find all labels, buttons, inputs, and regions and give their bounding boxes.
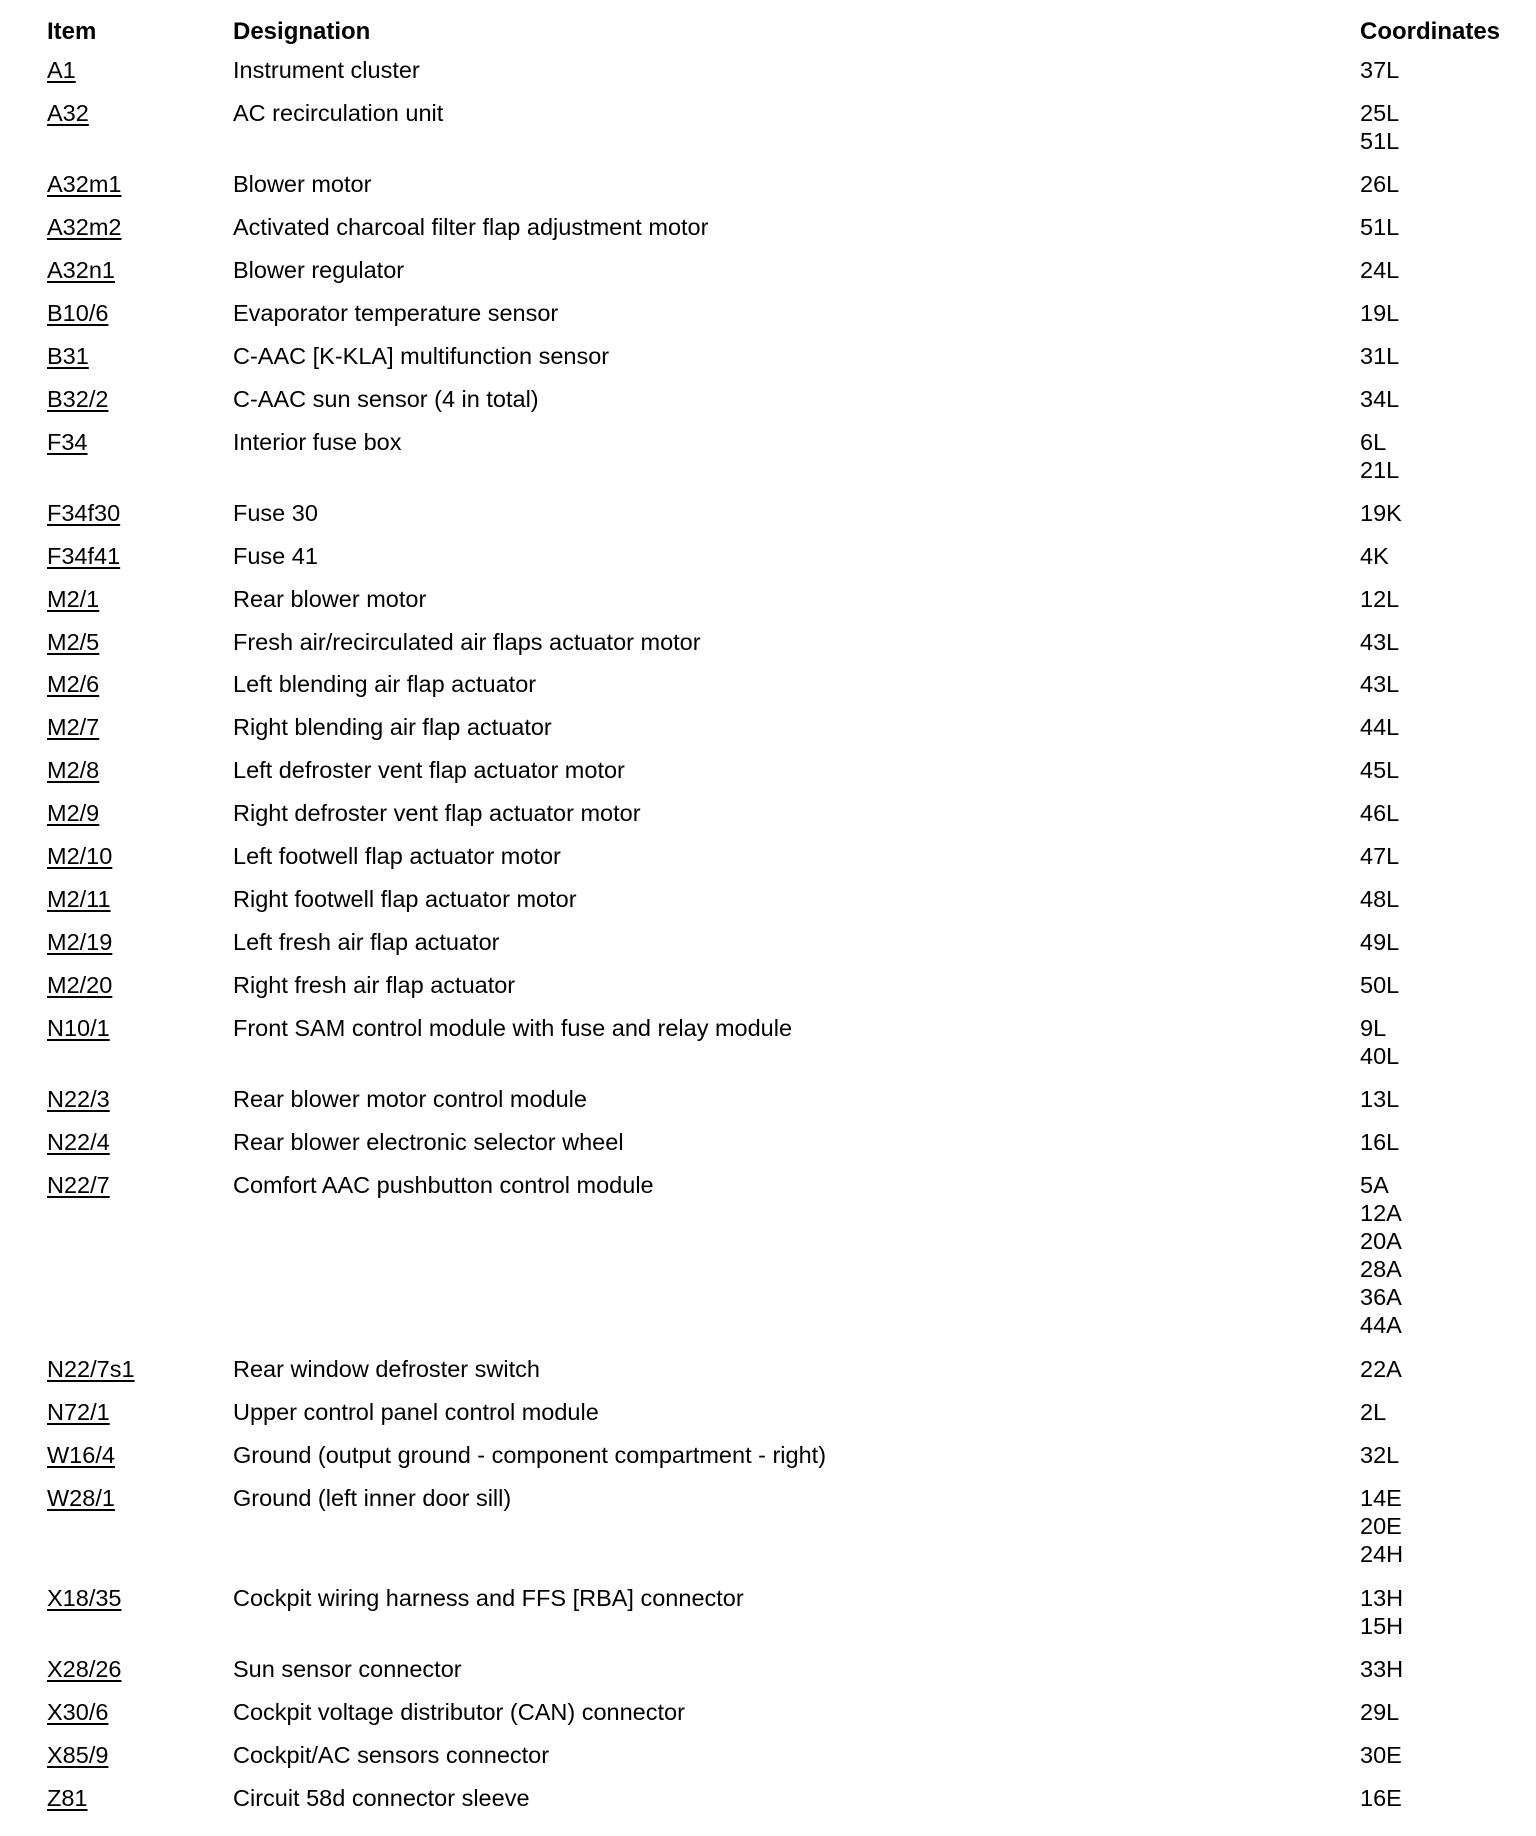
coordinate-value: 31L bbox=[1360, 342, 1400, 369]
coordinates-cell bbox=[1360, 428, 1399, 484]
table-row bbox=[47, 342, 1536, 385]
coordinates-cell bbox=[1360, 628, 1399, 656]
designation-text: Interior fuse box bbox=[233, 428, 402, 455]
item-link[interactable]: M2/1 bbox=[47, 585, 100, 612]
table-row bbox=[47, 99, 1536, 170]
item-link[interactable]: B10/6 bbox=[47, 299, 109, 326]
coordinate-value: 25L bbox=[1360, 99, 1400, 126]
coordinates-cell bbox=[1360, 713, 1399, 741]
table-row bbox=[47, 756, 1536, 799]
designation-text: AC recirculation unit bbox=[233, 99, 444, 126]
coordinate-value: 2L bbox=[1360, 1399, 1387, 1426]
item-link[interactable]: N72/1 bbox=[47, 1399, 110, 1426]
coordinates-cell bbox=[1360, 170, 1399, 198]
coordinate-value: 19K bbox=[1360, 499, 1402, 526]
table-row bbox=[47, 256, 1536, 299]
designation-text: Left fresh air flap actuator bbox=[233, 928, 500, 955]
item-link[interactable]: M2/7 bbox=[47, 714, 100, 741]
coordinates-cell bbox=[1360, 213, 1399, 241]
table-row bbox=[47, 213, 1536, 256]
designation-text: Ground (output ground - component compartment - right) bbox=[233, 1442, 827, 1469]
table-row bbox=[47, 713, 1536, 756]
item-link[interactable]: M2/19 bbox=[47, 928, 113, 955]
item-link[interactable]: B31 bbox=[47, 342, 89, 369]
coordinates-cell bbox=[1360, 971, 1399, 999]
coordinates-cell bbox=[1360, 1698, 1399, 1726]
table-row bbox=[47, 385, 1536, 428]
coordinate-value: 46L bbox=[1360, 800, 1400, 827]
table-row bbox=[47, 885, 1536, 928]
item-link[interactable]: M2/11 bbox=[47, 885, 111, 912]
item-link[interactable]: X18/35 bbox=[47, 1584, 122, 1611]
coordinates-cell bbox=[1360, 842, 1399, 870]
coordinate-value: 4K bbox=[1360, 542, 1389, 569]
table-row bbox=[47, 1441, 1536, 1484]
coordinate-value: 51L bbox=[1360, 127, 1400, 154]
coordinate-value: 19L bbox=[1360, 299, 1400, 326]
table-row bbox=[47, 170, 1536, 213]
table-row bbox=[47, 1741, 1536, 1784]
coordinate-value: 24L bbox=[1360, 256, 1400, 283]
item-link[interactable]: A32n1 bbox=[47, 256, 115, 283]
item-link[interactable]: F34f30 bbox=[47, 499, 121, 526]
item-link[interactable]: M2/10 bbox=[47, 842, 113, 869]
item-link[interactable]: X30/6 bbox=[47, 1699, 109, 1726]
coordinate-value: 16L bbox=[1360, 1128, 1400, 1155]
table-body bbox=[47, 56, 1536, 1827]
coordinate-value: 47L bbox=[1360, 842, 1400, 869]
coordinate-value: 9L bbox=[1360, 1014, 1387, 1041]
item-link[interactable]: W28/1 bbox=[47, 1485, 115, 1512]
coordinate-value: 6L bbox=[1360, 428, 1387, 455]
coordinate-value: 43L bbox=[1360, 671, 1400, 698]
coordinate-value: 33H bbox=[1360, 1656, 1404, 1683]
table-row bbox=[47, 56, 1536, 99]
designation-text: Blower motor bbox=[233, 171, 372, 198]
header-item: Item bbox=[47, 18, 97, 45]
coordinate-value: 29L bbox=[1360, 1699, 1400, 1726]
item-link[interactable]: X85/9 bbox=[47, 1741, 109, 1768]
coordinates-cell bbox=[1360, 499, 1402, 527]
table-row bbox=[47, 1584, 1536, 1655]
designation-text: Left blending air flap actuator bbox=[233, 671, 537, 698]
coordinate-value: 37L bbox=[1360, 57, 1400, 83]
item-link[interactable]: M2/20 bbox=[47, 971, 113, 998]
item-link[interactable]: W16/4 bbox=[47, 1442, 115, 1469]
table-row bbox=[47, 1784, 1536, 1827]
designation-text: Upper control panel control module bbox=[233, 1399, 599, 1426]
item-link[interactable]: N22/7 bbox=[47, 1171, 110, 1198]
designation-text: Cockpit wiring harness and FFS [RBA] connector bbox=[233, 1584, 744, 1611]
coordinate-value: 21L bbox=[1360, 456, 1400, 483]
coordinates-cell bbox=[1360, 99, 1399, 155]
table-row bbox=[47, 928, 1536, 971]
designation-text: Activated charcoal filter flap adjustment motor bbox=[233, 214, 709, 241]
item-link[interactable]: B32/2 bbox=[47, 385, 109, 412]
designation-text: C-AAC [K-KLA] multifunction sensor bbox=[233, 342, 610, 369]
coordinates-cell bbox=[1360, 670, 1399, 698]
coordinates-cell bbox=[1360, 1398, 1386, 1426]
coordinate-value: 45L bbox=[1360, 757, 1400, 784]
designation-text: Sun sensor connector bbox=[233, 1656, 462, 1683]
header-coordinates: Coordinates bbox=[1360, 18, 1501, 45]
table-row bbox=[47, 1128, 1536, 1171]
coordinate-value: 26L bbox=[1360, 171, 1400, 198]
coordinate-value: 15H bbox=[1360, 1612, 1404, 1639]
designation-text: Cockpit voltage distributor (CAN) connector bbox=[233, 1699, 685, 1726]
item-link[interactable]: N22/7s1 bbox=[47, 1356, 135, 1383]
coordinates-cell bbox=[1360, 342, 1399, 370]
coordinate-value: 12L bbox=[1360, 585, 1400, 612]
coordinate-value: 16E bbox=[1360, 1784, 1402, 1811]
designation-text: Right blending air flap actuator bbox=[233, 714, 552, 741]
item-link[interactable]: F34 bbox=[47, 428, 88, 455]
item-link[interactable]: N22/3 bbox=[47, 1085, 110, 1112]
coordinate-value: 48L bbox=[1360, 885, 1400, 912]
designation-text: Fuse 30 bbox=[233, 499, 318, 526]
table-row bbox=[47, 842, 1536, 885]
table-row bbox=[47, 585, 1536, 628]
table-row bbox=[47, 1085, 1536, 1128]
coordinate-value: 22A bbox=[1360, 1356, 1402, 1383]
coordinate-value: 32L bbox=[1360, 1442, 1400, 1469]
coordinate-value: 20A bbox=[1360, 1227, 1402, 1254]
header-designation: Designation bbox=[233, 18, 371, 45]
designation-text: Circuit 58d connector sleeve bbox=[233, 1784, 530, 1811]
coordinates-cell bbox=[1360, 1784, 1402, 1812]
designation-text: Left defroster vent flap actuator motor bbox=[233, 757, 625, 784]
coordinate-value: 12A bbox=[1360, 1199, 1402, 1226]
designation-text: Cockpit/AC sensors connector bbox=[233, 1741, 550, 1768]
coordinates-cell bbox=[1360, 885, 1399, 913]
designation-text: Fresh air/recirculated air flaps actuator motor bbox=[233, 628, 701, 655]
item-link[interactable]: M2/5 bbox=[47, 628, 100, 655]
designation-text: Right defroster vent flap actuator motor bbox=[233, 800, 641, 827]
coordinates-cell bbox=[1360, 585, 1399, 613]
coordinates-cell bbox=[1360, 928, 1399, 956]
item-link[interactable]: N10/1 bbox=[47, 1014, 110, 1041]
designation-text: Fuse 41 bbox=[233, 542, 318, 569]
table-row bbox=[47, 499, 1536, 542]
coordinate-value: 44L bbox=[1360, 714, 1400, 741]
designation-text: Rear window defroster switch bbox=[233, 1356, 540, 1383]
table-row bbox=[47, 1698, 1536, 1741]
coordinate-value: 28A bbox=[1360, 1255, 1402, 1282]
item-link[interactable]: A32m2 bbox=[47, 214, 122, 241]
table-header bbox=[47, 18, 1536, 56]
coordinate-value: 51L bbox=[1360, 214, 1400, 241]
table-row bbox=[47, 1398, 1536, 1441]
coordinate-value: 34L bbox=[1360, 385, 1400, 412]
item-link[interactable]: F34f41 bbox=[47, 542, 121, 569]
coordinate-value: 13L bbox=[1360, 1085, 1400, 1112]
table-row bbox=[47, 1014, 1536, 1085]
coordinate-value: 36A bbox=[1360, 1283, 1402, 1310]
designation-text: Instrument cluster bbox=[233, 57, 420, 83]
coordinates-cell bbox=[1360, 1085, 1399, 1113]
table-row bbox=[47, 971, 1536, 1014]
item-link[interactable]: N22/4 bbox=[47, 1128, 110, 1155]
legend-table bbox=[47, 18, 1536, 1827]
coordinates-cell bbox=[1360, 799, 1399, 827]
coordinate-value: 49L bbox=[1360, 928, 1400, 955]
coordinates-cell bbox=[1360, 1655, 1403, 1683]
table-row bbox=[47, 1355, 1536, 1398]
coordinates-cell bbox=[1360, 1584, 1403, 1640]
coordinates-cell bbox=[1360, 1741, 1402, 1769]
coordinates-cell bbox=[1360, 1171, 1402, 1339]
designation-text: Rear blower motor bbox=[233, 585, 427, 612]
table-row bbox=[47, 1484, 1536, 1584]
coordinates-cell bbox=[1360, 385, 1399, 413]
designation-text: Ground (left inner door sill) bbox=[233, 1485, 512, 1512]
item-link[interactable]: X28/26 bbox=[47, 1656, 122, 1683]
coordinate-value: 44A bbox=[1360, 1311, 1402, 1338]
coordinates-cell bbox=[1360, 299, 1399, 327]
item-link[interactable]: M2/8 bbox=[47, 757, 100, 784]
item-link[interactable]: A32m1 bbox=[47, 171, 122, 198]
designation-text: Left footwell flap actuator motor bbox=[233, 842, 561, 869]
coordinate-value: 50L bbox=[1360, 971, 1400, 998]
table-row bbox=[47, 299, 1536, 342]
item-link[interactable]: A1 bbox=[47, 57, 76, 83]
coordinates-cell bbox=[1360, 1355, 1402, 1383]
table-row bbox=[47, 628, 1536, 671]
coordinates-cell bbox=[1360, 1128, 1399, 1156]
table-row bbox=[47, 428, 1536, 499]
item-link[interactable]: Z81 bbox=[47, 1784, 88, 1811]
coordinate-value: 43L bbox=[1360, 628, 1400, 655]
coordinate-value: 40L bbox=[1360, 1042, 1400, 1069]
table-row bbox=[47, 1171, 1536, 1356]
designation-text: Rear blower motor control module bbox=[233, 1085, 587, 1112]
table-row bbox=[47, 799, 1536, 842]
designation-text: Right footwell flap actuator motor bbox=[233, 885, 577, 912]
coordinate-value: 13H bbox=[1360, 1584, 1404, 1611]
designation-text: Right fresh air flap actuator bbox=[233, 971, 516, 998]
item-link[interactable]: A32 bbox=[47, 99, 89, 126]
designation-text: Blower regulator bbox=[233, 256, 405, 283]
table-row bbox=[47, 1655, 1536, 1698]
coordinate-value: 14E bbox=[1360, 1485, 1402, 1512]
coordinates-cell bbox=[1360, 56, 1399, 84]
coordinates-cell bbox=[1360, 542, 1389, 570]
table-row bbox=[47, 542, 1536, 585]
designation-text: Front SAM control module with fuse and relay module bbox=[233, 1014, 793, 1041]
designation-text: C-AAC sun sensor (4 in total) bbox=[233, 385, 539, 412]
coordinate-value: 24H bbox=[1360, 1541, 1404, 1568]
designation-text: Rear blower electronic selector wheel bbox=[233, 1128, 624, 1155]
coordinates-cell bbox=[1360, 1014, 1399, 1070]
item-link[interactable]: M2/9 bbox=[47, 800, 100, 827]
designation-text: Evaporator temperature sensor bbox=[233, 299, 559, 326]
coordinate-value: 20E bbox=[1360, 1513, 1402, 1540]
coordinates-cell bbox=[1360, 1441, 1399, 1469]
coordinates-cell bbox=[1360, 756, 1399, 784]
coordinate-value: 30E bbox=[1360, 1741, 1402, 1768]
coordinates-cell bbox=[1360, 1484, 1403, 1568]
item-link[interactable]: M2/6 bbox=[47, 671, 100, 698]
coordinates-cell bbox=[1360, 256, 1399, 284]
designation-text: Comfort AAC pushbutton control module bbox=[233, 1171, 654, 1198]
coordinate-value: 5A bbox=[1360, 1171, 1389, 1198]
table-row bbox=[47, 670, 1536, 713]
